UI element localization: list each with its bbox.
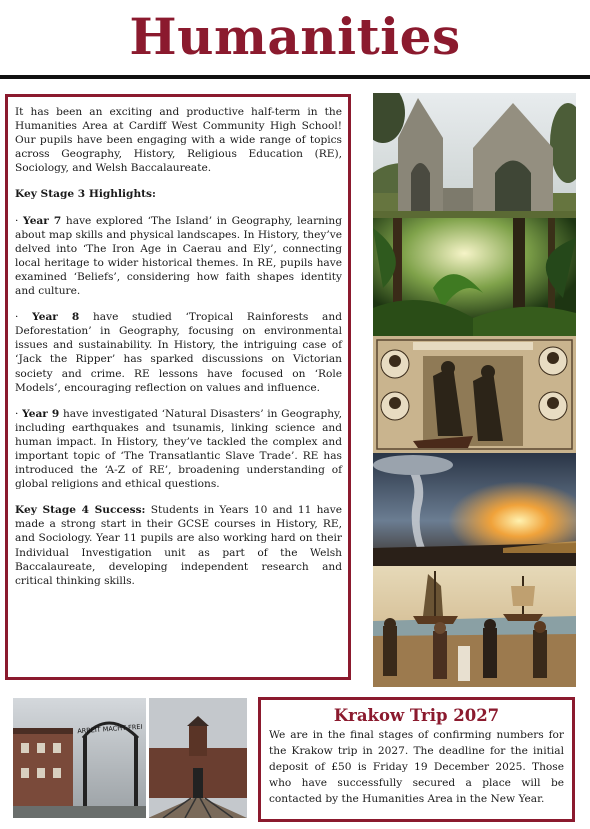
- year8-paragraph: · Year 8 have studied ‘Tropical Rainforests and Deforestation’ in Geography, focusing on environmental issues and sustainability. In History, the intriguing case of ‘Jack the Ripper’ has sparked discussions on Victorian society and crime. RE lessons have focused on ‘Role Models’, encouraging reflection on values and influence.: [15, 311, 342, 394]
- year7-label: Year 7: [23, 214, 62, 227]
- intro-paragraph: It has been an exciting and productive half-term in the Humanities Area at Cardiff West Community High School! Our pupils have been engaging with a wide range of topics across Geography, History, Religious Education (RE), Sociology, and Welsh Baccalaureate.: [15, 106, 342, 175]
- ks4-paragraph: Key Stage 4 Success: Students in Years 10 and 11 have made a strong start in their GCSE courses in History, RE, and Sociology. Year 11 pupils are also working hard on their Individual Investigation unit as part of the Welsh Baccalaureate, developing independent research and critical thinking skills.: [15, 504, 342, 587]
- rainforest-image: [373, 218, 576, 336]
- slave-trade-image: [373, 566, 576, 687]
- gate-sign-text: ARBEIT MACHT FREI: [77, 722, 143, 736]
- ks4-heading: Key Stage 4 Success:: [15, 504, 146, 517]
- trip-body: We are in the final stages of confirming numbers for the Krakow trip in 2027. The deadline for the initial deposit of £50 is Friday 19 December 2025. Those who have successfully secured a place will be contacted by the Humanities Area in the New Year.: [269, 729, 564, 805]
- krakow-trip-box: [258, 697, 575, 822]
- topic-image-strip: [373, 93, 576, 687]
- year7-paragraph: · Year 7 have explored ‘The Island’ in Geography, learning about map skills and physical landscapes. In History, they’ve delved into ‘The Iron Age in Caerau and Ely’, connecting local heritage to wider historical themes. In RE, pupils have examined ‘Beliefs’, considering how faith shapes identity and culture.: [15, 214, 342, 298]
- castle-ruins-image: [373, 93, 576, 218]
- natural-disaster-image: [373, 453, 576, 566]
- trip-title: Krakow Trip 2027: [333, 706, 500, 725]
- jack-the-ripper-image: [373, 336, 576, 453]
- year8-label: Year 8: [32, 311, 80, 324]
- year9-label: Year 9: [22, 407, 60, 420]
- auschwitz-photos: [13, 698, 247, 818]
- main-article: [5, 94, 351, 680]
- title-divider: [0, 75, 590, 79]
- ks3-heading: Key Stage 3 Highlights:: [15, 188, 156, 201]
- page-title: Humanities: [129, 7, 461, 66]
- year9-paragraph: · Year 9 have investigated ‘Natural Disasters’ in Geography, including earthquakes and tsunamis, linking science and human impact. In History, they’ve tackled the complex and important topic of ‘The Transatlantic Slave Trade’. RE has introduced the ‘A-Z of RE’, broadening understanding of global religions and ethical questions.: [15, 407, 342, 491]
